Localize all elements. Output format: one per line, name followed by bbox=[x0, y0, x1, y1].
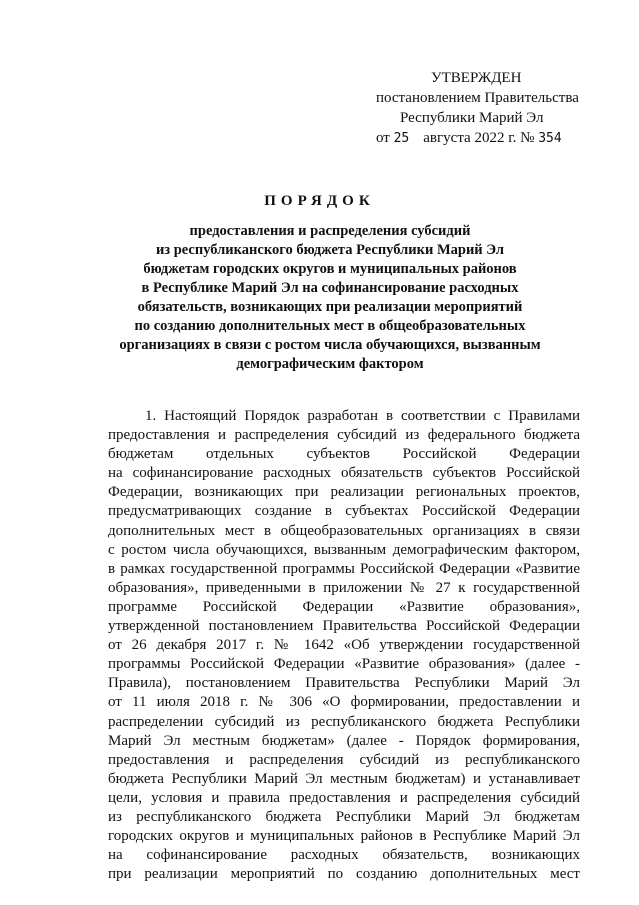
approved-republic: Республики Марий Эл bbox=[400, 110, 544, 126]
body-line: предоставления и распределения субсидий из республиканского bbox=[108, 751, 580, 768]
body-line: при реализации мероприятий по созданию дополнительных мест bbox=[108, 866, 580, 883]
body-line: на софинансирование расходных обязательств субъектов Российской bbox=[108, 465, 580, 482]
approval-month-year: августа 2022 г. № bbox=[423, 130, 535, 146]
body-line: программы Российской Федерации «Развитие образования» (далее - bbox=[108, 656, 580, 673]
body-line: распределении субсидий из республиканского бюджета Республики bbox=[108, 713, 580, 730]
approved-label: УТВЕРЖДЕН bbox=[431, 70, 522, 86]
body-line: с ростом числа обучающихся, вызванным демографическим фактором, bbox=[108, 541, 580, 558]
body-line: Марий Эл местным бюджетам» (далее - Порядок формирования, bbox=[108, 732, 580, 749]
approval-number: 354 bbox=[538, 131, 562, 146]
subtitle-line: бюджетам городских округов и муниципальных районов bbox=[143, 261, 517, 277]
subtitle-line: предоставления и распределения субсидий bbox=[189, 223, 471, 239]
body-line: программе Российской Федерации «Развитие образования», bbox=[108, 598, 580, 615]
subtitle-line: обязательств, возникающих при реализации мероприятий bbox=[137, 299, 523, 315]
subtitle-line: демографическим фактором bbox=[236, 356, 424, 372]
approval-day: 25 bbox=[393, 131, 410, 146]
body-line: предоставления и распределения субсидий из федерального бюджета bbox=[108, 427, 580, 444]
body-line: дополнительных мест в общеобразовательных организациях в связи bbox=[108, 522, 580, 539]
approval-date-line bbox=[373, 128, 613, 149]
body-line: городских округов и муниципальных районов в Республике Марий Эл bbox=[108, 828, 580, 845]
body-line: Правила), постановлением Правительства Республики Марий Эл bbox=[108, 675, 580, 692]
body-line: на софинансирование расходных обязательств, возникающих bbox=[108, 847, 580, 864]
subtitle-line: по созданию дополнительных мест в общеобразовательных bbox=[134, 318, 526, 334]
subtitle-line: организациях в связи с ростом числа обучающихся, вызванным bbox=[119, 337, 541, 353]
body-line: из республиканского бюджета Республики Марий Эл бюджетам bbox=[108, 808, 580, 825]
body-line: от 11 июля 2018 г. № 306 «О формировании, предоставлении и bbox=[108, 694, 580, 711]
body-line: Федерации, возникающих при реализации региональных проектов, bbox=[108, 484, 580, 501]
subtitle-line: в Республике Марий Эл на софинансирование расходных bbox=[141, 280, 519, 296]
document-body-paragraph bbox=[108, 407, 580, 884]
approved-by-resolution: постановлением Правительства bbox=[376, 90, 579, 106]
document-subtitle bbox=[100, 222, 560, 374]
subtitle-line: из республиканского бюджета Республики Марий Эл bbox=[155, 242, 505, 258]
document-title: ПОРЯДОК bbox=[264, 193, 375, 209]
body-line: цели, условия и правила предоставления и распределения субсидий bbox=[108, 789, 580, 806]
body-line: образования», приведенными в приложении № 27 к государственной bbox=[108, 579, 580, 596]
body-line: бюджета Республики Марий Эл местным бюджетам) и устанавливает bbox=[108, 770, 580, 787]
body-line: утвержденной постановлением Правительства Российской Федерации bbox=[108, 618, 580, 635]
body-line: бюджетам отдельных субъектов Российской Федерации bbox=[108, 446, 580, 463]
body-line: предусматривающих создание в субъектах Российской Федерации bbox=[108, 503, 580, 520]
approval-stamp-block bbox=[373, 68, 613, 149]
body-line: в рамках государственной программы Российской Федерации «Развитие bbox=[108, 560, 580, 577]
body-line: 1. Настоящий Порядок разработан в соответствии с Правилами bbox=[145, 408, 580, 424]
body-line: от 26 декабря 2017 г. № 1642 «Об утверждении государственной bbox=[108, 637, 580, 654]
date-prefix: от bbox=[376, 130, 390, 146]
